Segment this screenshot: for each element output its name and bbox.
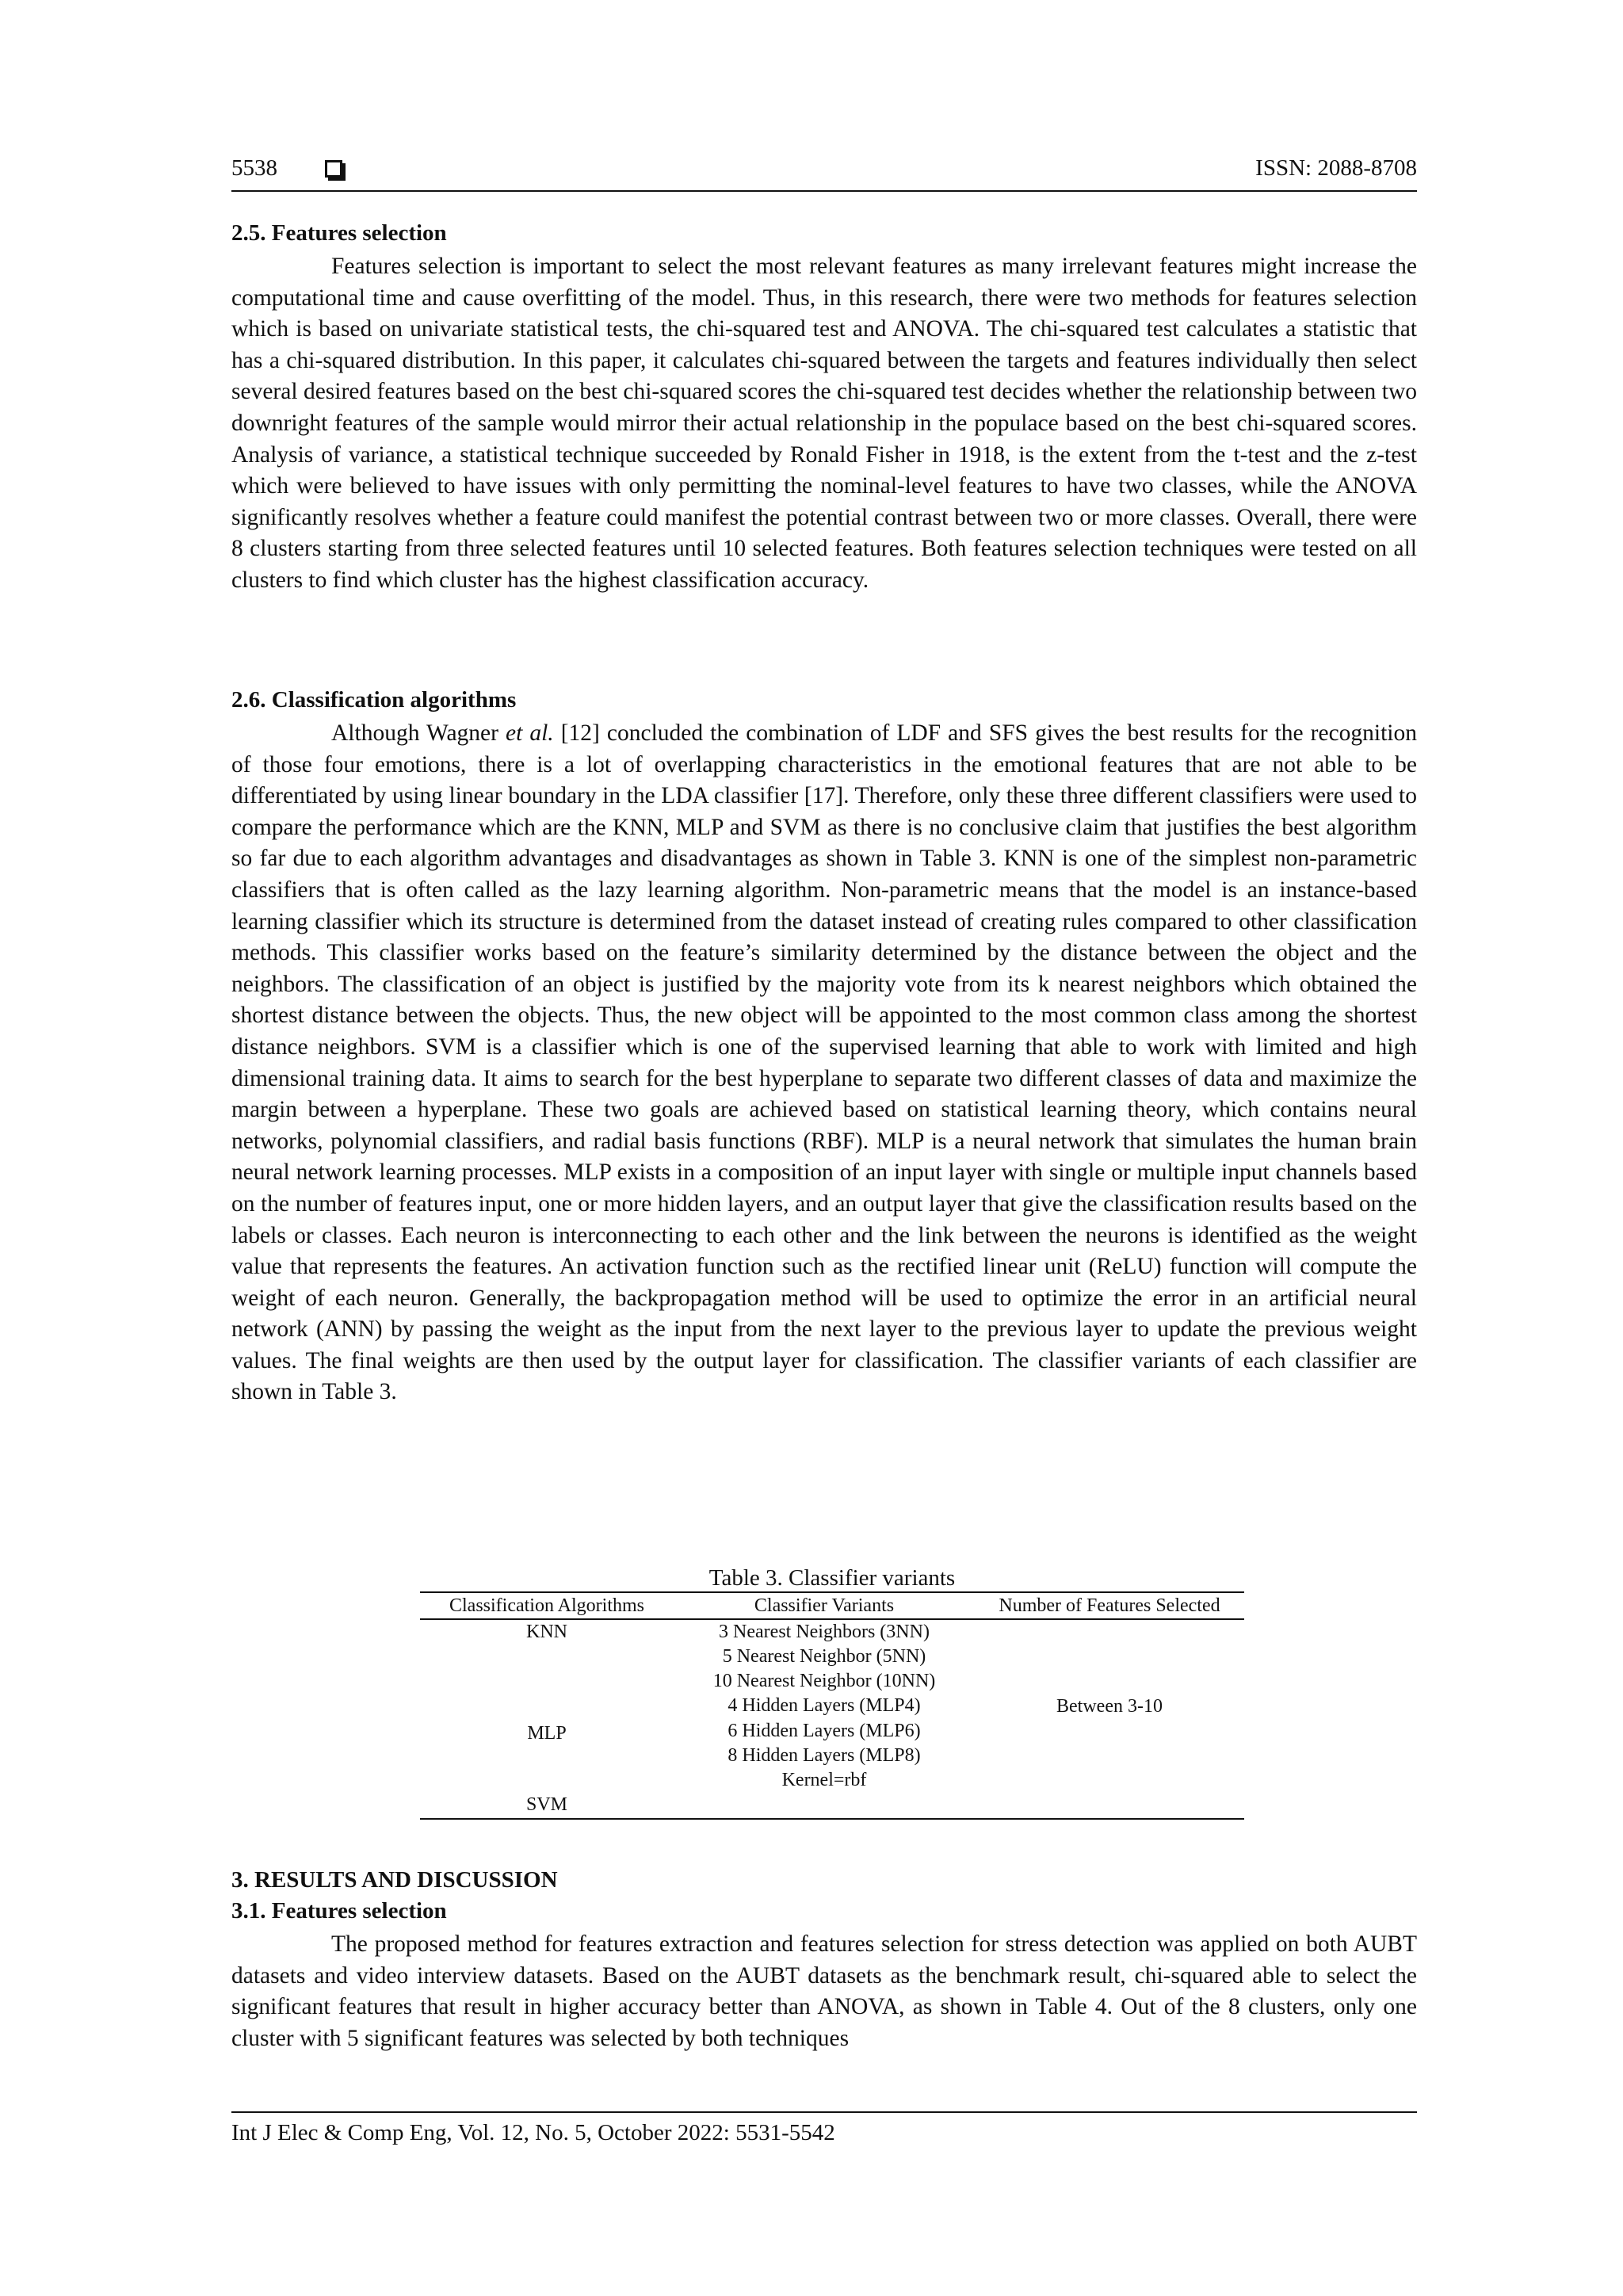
- et-al-italic: et al.: [506, 720, 554, 746]
- table-header-row: [420, 1593, 1244, 1620]
- variant-kernel-rbf: Kernel=rbf: [781, 1770, 867, 1790]
- algorithm-knn: KNN: [526, 1622, 567, 1642]
- square-bullet-icon: [325, 160, 342, 178]
- section-2-6-heading: 2.6. Classification algorithms: [231, 687, 517, 712]
- header-classification-algorithms: Classification Algorithms: [449, 1595, 644, 1616]
- section-3-1-paragraph: The proposed method for features extraction and features selection for stress detection was applied on both AUBT datasets and video interview datasets. Based on the AUBT datasets as the benchmark result, chi-squared able to select the significant features that result in higher accuracy better than ANOVA, as shown in Table 4. Out of the 8 clusters, only one cluster with 5 significant features was selected by both techniques: [231, 1931, 1417, 2051]
- page-header: [231, 155, 1417, 192]
- table-body: [420, 1620, 1244, 1820]
- issn-label: ISSN: 2088-8708: [1255, 155, 1417, 181]
- features-selected-range: Between 3-10: [1056, 1696, 1163, 1717]
- header-classifier-variants: Classifier Variants: [754, 1595, 895, 1616]
- variant-3nn: 3 Nearest Neighbors (3NN): [719, 1622, 930, 1642]
- algorithm-mlp: MLP: [527, 1723, 567, 1744]
- variant-mlp6: 6 Hidden Layers (MLP6): [727, 1721, 921, 1741]
- footer-citation: Int J Elec & Comp Eng, Vol. 12, No. 5, October 2022: 5531-5542: [231, 2120, 835, 2145]
- variant-10nn: 10 Nearest Neighbor (10NN): [712, 1671, 936, 1691]
- variant-mlp8: 8 Hidden Layers (MLP8): [727, 1745, 921, 1766]
- paragraph-rest: [12] concluded the combination of LDF and SFS gives the best results for the recognition of those four emotions, there is a lot of overlapping characteristics in the emotional features that are not able to be differentiated by using linear boundary in the LDA classifier [17]. Therefore, only these three different classifiers were used to compare the performance which are the KNN, MLP and SVM as there is no conclusive claim that justifies the best algorithm so far due to each algorithm advantages and disadvantages as shown in Table 3. KNN is one of the simplest non-parametric classifiers that is often called as the lazy learning algorithm. Non-parametric means that the model is an instance-based learning classifier which its structure is determined from the dataset instead of creating rules compared to other classification methods. This classifier works based on the feature’s similarity determined by the distance between the object and the neighbors. The classification of an object is justified by the majority vote from its k nearest neighbors which obtained the shortest distance between the objects. Thus, the new object will be appointed to the most common class among the shortest distance neighbors. SVM is a classifier which is one of the supervised learning that able to work with limited and high dimensional training data. It aims to search for the best hyperplane to separate two different classes of data and maximize the margin between a hyperplane. These two goals are achieved based on statistical learning theory, which contains neural networks, polynomial classifiers, and radial basis functions (RBF). MLP is a neural network that simulates the human brain neural network learning processes. MLP exists in a composition of an input layer with single or multiple input channels based on the number of features input, one or more hidden layers, and an output layer that give the classification results based on the labels or classes. Each neuron is interconnecting to each other and the link between the neurons is identified as the weight value that represents the features. An activation function such as the rectified linear unit (ReLU) function will compute the weight of each neuron. Generally, the backpropagation method will be used to optimize the error in an artificial neural network (ANN) by passing the weight as the input from the next layer to the previous layer to update the previous weight values. The final weights are then used by the output layer for classification. The classifier variants of each classifier are shown in Table 3.: [231, 720, 1417, 1405]
- section-2-6-paragraph: [231, 718, 1417, 1408]
- page-number: 5538: [231, 155, 277, 181]
- variant-5nn: 5 Nearest Neighbor (5NN): [722, 1646, 926, 1667]
- paragraph-start: Although Wagner: [331, 720, 506, 746]
- algorithm-svm: SVM: [525, 1794, 568, 1815]
- table-3: [420, 1591, 1244, 1820]
- variant-mlp4: 4 Hidden Layers (MLP4): [727, 1695, 921, 1716]
- section-3-1-heading: 3.1. Features selection: [231, 1898, 447, 1924]
- section-2-5-heading: 2.5. Features selection: [231, 220, 447, 246]
- footer-divider: [231, 2111, 1417, 2113]
- header-number-of-features: Number of Features Selected: [999, 1595, 1220, 1616]
- header-divider: [231, 190, 1417, 192]
- section-2-5-paragraph: Features selection is important to select the most relevant features as many irrelevant features might increase the computational time and cause overfitting of the model. Thus, in this research, there were two methods for features selection which is based on univariate statistical tests, the chi-squared test and ANOVA. The chi-squared test calculates a statistic that has a chi-squared distribution. In this paper, it calculates chi-squared between the targets and features individually then select several desired features based on the best chi-squared scores the chi-squared test decides whether the relationship between two downright features of the sample would mirror their actual relationship in the populace based on the best chi-squared scores. Analysis of variance, a statistical technique succeeded by Ronald Fisher in 1918, is the extent from the t-test and the z-test which were believed to have issues with only permitting the nominal-level features to have two classes, while the ANOVA significantly resolves whether a feature could manifest the potential contrast between two or more classes. Overall, there were 8 clusters starting from three selected features until 10 selected features. Both features selection techniques were tested on all clusters to find which cluster has the highest classification accuracy.: [231, 254, 1417, 593]
- table-3-caption: Table 3. Classifier variants: [708, 1565, 956, 1591]
- section-3-heading: 3. RESULTS AND DISCUSSION: [231, 1867, 558, 1893]
